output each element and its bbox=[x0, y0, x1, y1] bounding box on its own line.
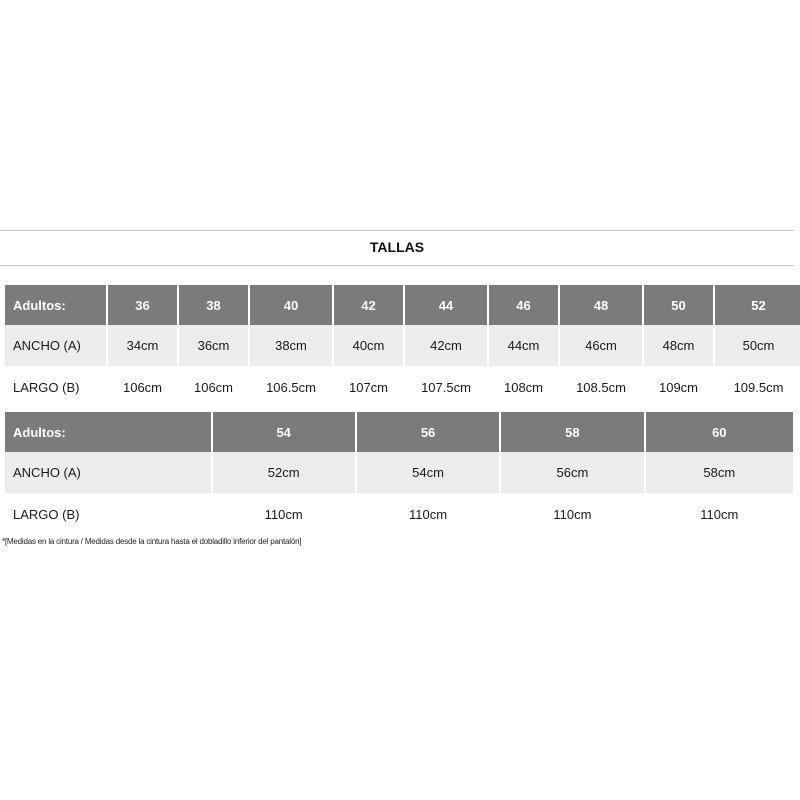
size-table-2 bbox=[3, 412, 795, 536]
largo-cell: 108.5cm bbox=[560, 366, 642, 409]
largo-cell: 106cm bbox=[179, 366, 248, 409]
header-row bbox=[5, 412, 793, 452]
ancho-cell: 46cm bbox=[560, 325, 642, 366]
size-cell: 36 bbox=[108, 285, 177, 325]
size-cell: 54 bbox=[213, 412, 355, 452]
ancho-cell: 34cm bbox=[108, 325, 177, 366]
footnote: *[Medidas en la cintura / Medidas desde la cintura hasta el dobladillo inferior del pantalón] bbox=[2, 537, 302, 546]
ancho-cell: 40cm bbox=[334, 325, 403, 366]
largo-cell: 110cm bbox=[501, 493, 643, 536]
size-cell: 58 bbox=[501, 412, 643, 452]
ancho-cell: 38cm bbox=[250, 325, 332, 366]
size-cell: 46 bbox=[489, 285, 558, 325]
page-title: TALLAS bbox=[369, 239, 425, 255]
ancho-label: ANCHO (A) bbox=[5, 325, 106, 366]
size-cell: 38 bbox=[179, 285, 248, 325]
largo-cell: 109cm bbox=[644, 366, 713, 409]
ancho-cell: 54cm bbox=[357, 452, 499, 493]
ancho-cell: 48cm bbox=[644, 325, 713, 366]
largo-cell: 109.5cm bbox=[715, 366, 800, 409]
largo-label: LARGO (B) bbox=[5, 493, 211, 536]
size-cell: 48 bbox=[560, 285, 642, 325]
header-label: Adultos: bbox=[5, 285, 106, 325]
header-label: Adultos: bbox=[5, 412, 211, 452]
largo-cell: 110cm bbox=[646, 493, 793, 536]
title-band bbox=[0, 230, 794, 266]
size-cell: 44 bbox=[405, 285, 487, 325]
size-cell: 50 bbox=[644, 285, 713, 325]
largo-cell: 106.5cm bbox=[250, 366, 332, 409]
largo-cell: 108cm bbox=[489, 366, 558, 409]
largo-cell: 106cm bbox=[108, 366, 177, 409]
ancho-cell: 52cm bbox=[213, 452, 355, 493]
ancho-cell: 58cm bbox=[646, 452, 793, 493]
header-row bbox=[5, 285, 800, 325]
ancho-cell: 36cm bbox=[179, 325, 248, 366]
ancho-row bbox=[5, 452, 793, 493]
ancho-cell: 42cm bbox=[405, 325, 487, 366]
ancho-label: ANCHO (A) bbox=[5, 452, 211, 493]
size-cell: 42 bbox=[334, 285, 403, 325]
size-table-1 bbox=[3, 285, 800, 409]
largo-row bbox=[5, 493, 793, 536]
ancho-cell: 44cm bbox=[489, 325, 558, 366]
ancho-cell: 56cm bbox=[501, 452, 643, 493]
largo-cell: 110cm bbox=[213, 493, 355, 536]
largo-label: LARGO (B) bbox=[5, 366, 106, 409]
ancho-row bbox=[5, 325, 800, 366]
size-cell: 52 bbox=[715, 285, 800, 325]
largo-row bbox=[5, 366, 800, 409]
largo-cell: 110cm bbox=[357, 493, 499, 536]
size-cell: 56 bbox=[357, 412, 499, 452]
ancho-cell: 50cm bbox=[715, 325, 800, 366]
largo-cell: 107.5cm bbox=[405, 366, 487, 409]
largo-cell: 107cm bbox=[334, 366, 403, 409]
size-cell: 60 bbox=[646, 412, 793, 452]
size-cell: 40 bbox=[250, 285, 332, 325]
